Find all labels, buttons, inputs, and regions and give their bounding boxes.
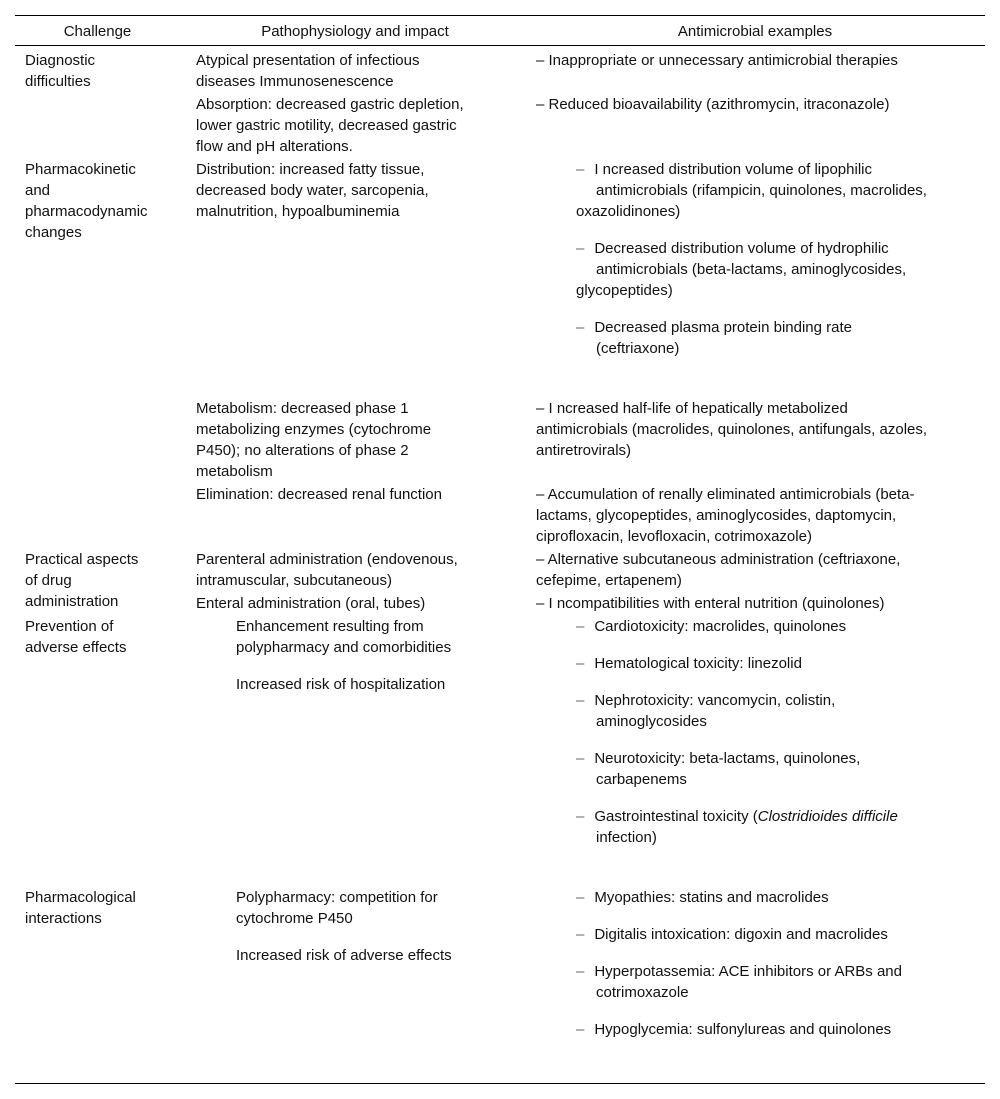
example-enteral: – I ncompatibilities with enteral nutrition (quinolones) — [536, 595, 885, 612]
example-accumulation: – Accumulation of renally eliminated antimicrobials (beta- lactams, glycopeptides, aminoglycosides, daptomycin, ciprofloxacin, levofloxacin, cotrimoxazole) — [536, 486, 915, 545]
example-protein-binding: – Decreased plasma protein binding rate (ceftriaxone) — [576, 319, 852, 357]
bottom-rule — [15, 1083, 985, 1084]
example-hematological: – Hematological toxicity: linezolid — [576, 655, 802, 672]
example-hypoglycemia: – Hypoglycemia: sulfonylureas and quinolones — [576, 1021, 892, 1038]
example-neurotoxicity: – Neurotoxicity: beta-lactams, quinolones, carbapenems — [576, 750, 861, 788]
example-subcutaneous: – Alternative subcutaneous administration (ceftriaxone, cefepime, ertapenem) — [536, 551, 901, 589]
patho-absorption: Absorption: decreased gastric depletion, lower gastric motility, decreased gastric flow and pH alterations. — [196, 96, 464, 155]
example-hyperpotassemia: – Hyperpotassemia: ACE inhibitors or ARBs and cotrimoxazole — [576, 963, 902, 1001]
challenge-diagnostic: Diagnostic difficulties — [25, 52, 96, 90]
patho-adverse-risk: Increased risk of adverse effects — [236, 947, 452, 964]
patho-polypharmacy: Polypharmacy: competition for cytochrome P450 — [236, 889, 438, 927]
example-bioavailability: – Reduced bioavailability (azithromycin, itraconazole) — [536, 96, 890, 113]
example-cardiotoxicity: – Cardiotoxicity: macrolides, quinolones — [576, 618, 847, 635]
patho-hospitalization: Increased risk of hospitalization — [236, 676, 446, 693]
challenge-pharmacokinetic: Pharmacokinetic and pharmacodynamic changes — [25, 161, 148, 241]
patho-parenteral: Parenteral administration (endovenous, intramuscular, subcutaneous) — [196, 551, 458, 589]
example-inappropriate: – Inappropriate or unnecessary antimicrobial therapies — [536, 52, 898, 69]
patho-metabolism: Metabolism: decreased phase 1 metabolizing enzymes (cytochrome P450); no alterations of phase 2 metabolism — [196, 400, 432, 480]
header-examples: Antimicrobial examples — [677, 23, 833, 40]
challenge-interactions: Pharmacological interactions — [25, 889, 136, 927]
example-nephrotoxicity: – Nephrotoxicity: vancomycin, colistin, aminoglycosides — [576, 692, 836, 730]
top-rule — [15, 15, 985, 16]
example-lipophilic: – I ncreased distribution volume of lipophilic antimicrobials (rifampicin, quinolones, macrolides, oxazolidinones) — [576, 161, 927, 220]
patho-enhancement: Enhancement resulting from polypharmacy and comorbidities — [236, 618, 452, 656]
challenge-practical: Practical aspects of drug administration — [25, 551, 139, 610]
header-challenge: Challenge — [63, 23, 132, 40]
header-pathophysiology: Pathophysiology and impact — [261, 23, 449, 40]
patho-distribution: Distribution: increased fatty tissue, decreased body water, sarcopenia, malnutrition, hypoalbuminemia — [196, 161, 429, 220]
patho-elimination: Elimination: decreased renal function — [196, 486, 442, 503]
challenge-adverse: Prevention of adverse effects — [25, 618, 127, 656]
example-myopathies: – Myopathies: statins and macrolides — [576, 889, 829, 906]
example-hydrophilic: – Decreased distribution volume of hydrophilic antimicrobials (beta-lactams, aminoglycosides, glycopeptides) — [576, 240, 907, 299]
example-gastrointestinal: – Gastrointestinal toxicity (Clostridioides difficile infection) — [576, 808, 898, 846]
patho-atypical: Atypical presentation of infectious diseases Immunosenescence — [196, 52, 420, 90]
header-rule — [15, 45, 985, 46]
patho-enteral: Enteral administration (oral, tubes) — [196, 595, 426, 612]
example-digitalis: – Digitalis intoxication: digoxin and macrolides — [576, 926, 888, 943]
example-half-life: – I ncreased half-life of hepatically metabolized antimicrobials (macrolides, quinolones, antifungals, azoles, antiretrovirals) — [536, 400, 928, 459]
